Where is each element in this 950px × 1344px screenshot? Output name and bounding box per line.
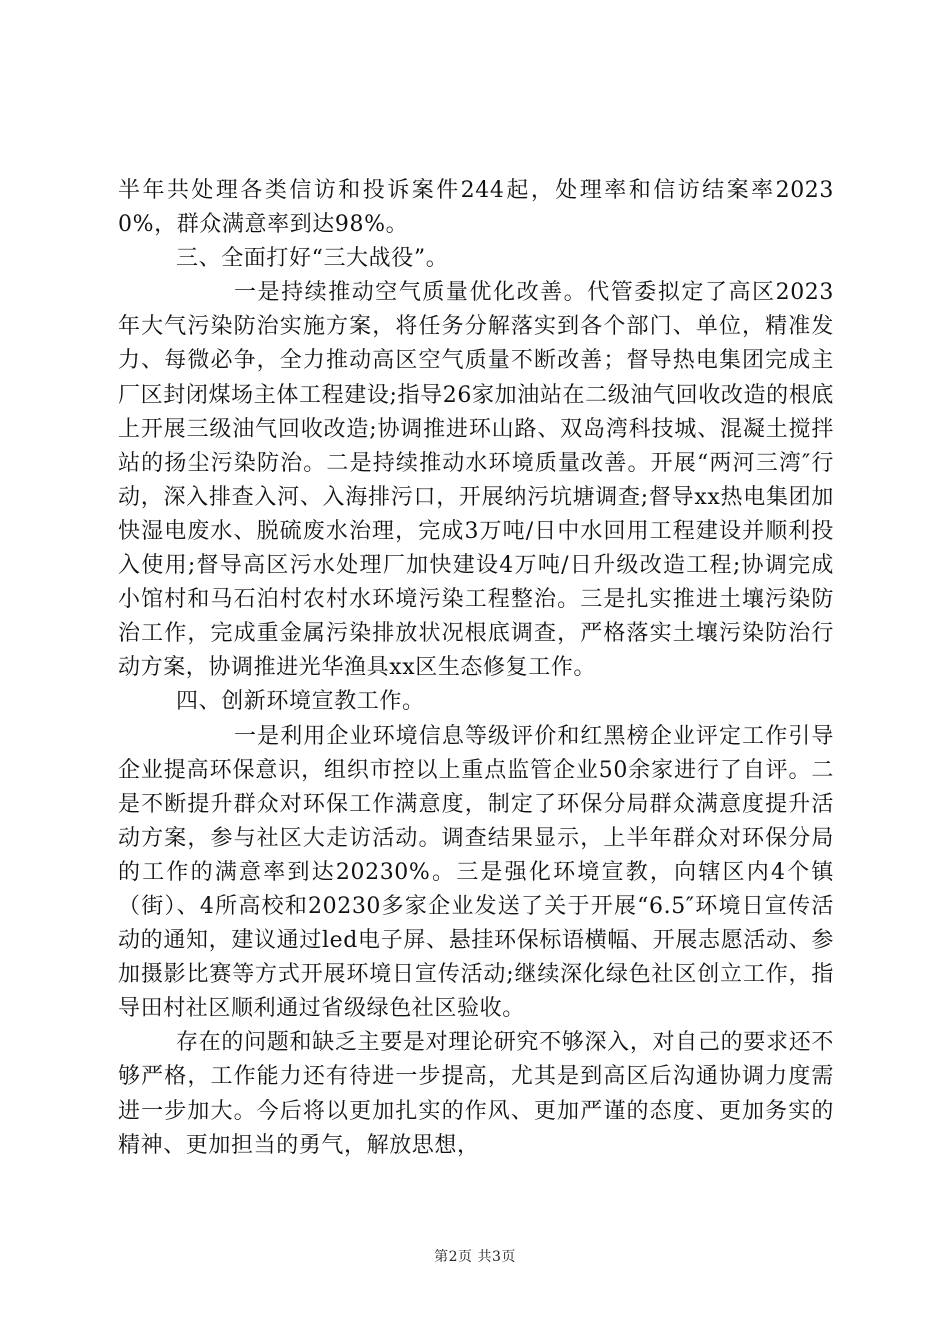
document-body [118,174,834,1163]
page-number-footer: 第2页 共3页 [434,1249,516,1265]
section-heading-three-battles: 三、全面打好“三大战役”。 [176,246,449,272]
paragraph-problems: 存在的问题和缺乏主要是对理论研究不够深入，对自己的要求还不够严格，工作能力还有待进一步提高，尤其是到高区后沟通协调力度需进一步加大。今后将以更加扎实的作风、更加严谨的态度、更加务实的精神、更加担当的勇气，解放思想， [118,1030,834,1158]
paragraph-three-battles: 一是持续推动空气质量优化改善。代管委拟定了高区2023年大气污染防治实施方案，将任务分解落实到各个部门、单位，精准发力、每微必争，全力推动高区空气质量不断改善；督导热电集团完成主厂区封闭煤场主体工程建设;指导26家加油站在二级油气回收改造的根底上开展三级油气回收改造;协调推进环山路、双岛湾科技城、混凝土搅拌站的扬尘污染防治。二是持续推动水环境质量改善。开展“两河三湾″行动，深入排查入河、入海排污口，开展纳污坑塘调查;督导xx热电集团加快湿电废水、脱硫废水治理，完成3万吨/日中水回用工程建设并顺利投入使用;督导高区污水处理厂加快建设4万吨/日升级改造工程;协调完成小馆村和马石泊村农村水环境污染工程整治。三是扎实推进土壤污染防治工作，完成重金属污染排放状况根底调查，严格落实土壤污染防治行动方案，协调推进光华渔具xx区生态修复工作。 [118,280,834,681]
section-heading-education: 四、创新环境宣教工作。 [176,689,425,715]
paragraph-education: 一是利用企业环境信息等级评价和红黑榜企业评定工作引导企业提高环保意识，组织市控以上重点监管企业50余家进行了自评。二是不断提升群众对环保工作满意度，制定了环保分局群众满意度提升活动方案，参与社区大走访活动。调查结果显示，上半年群众对环保分局的工作的满意率到达20230%。三是强化环境宣教，向辖区内4个镇（街）、4所高校和20230多家企业发送了关于开展“6.5″环境日宣传活动的通知，建议通过led电子屏、悬挂环保标语横幅、开展志愿活动、参加摄影比赛等方式开展环境日宣传活动;继续深化绿色社区创立工作，指导田村社区顺利通过省级绿色社区验收。 [118,723,834,1022]
paragraph-complaints-summary: 半年共处理各类信访和投诉案件244起，处理率和信访结案率20230%，群众满意率到达98%。 [118,178,834,238]
